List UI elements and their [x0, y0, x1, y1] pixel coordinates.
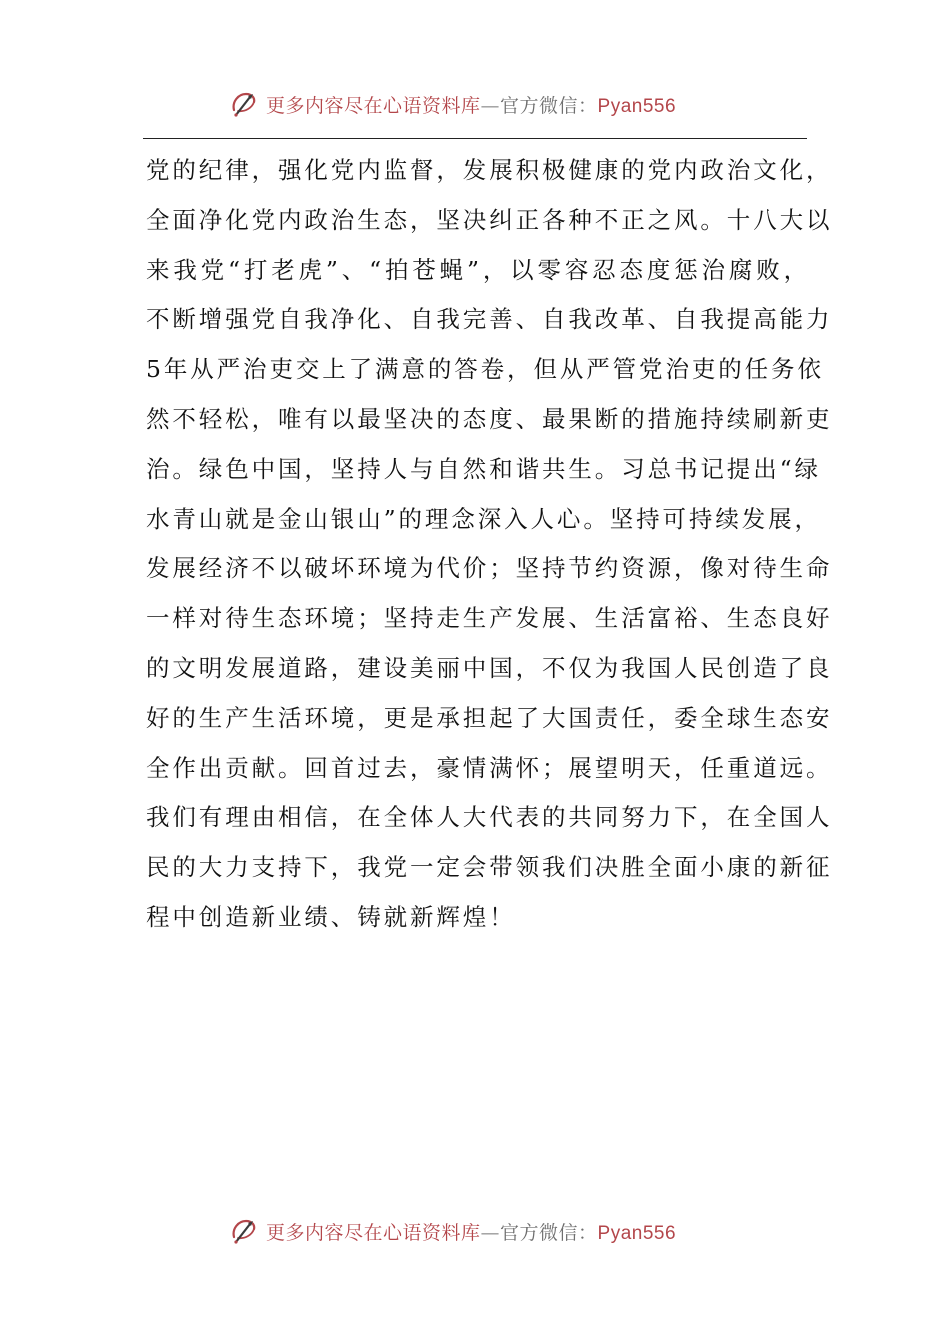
- text-line: 治。绿色中国，坚持人与自然和谐共生。习总书记提出“绿: [146, 454, 821, 483]
- header-watermark: [228, 86, 676, 122]
- watermark-brand: 更多内容尽在心语资料库: [266, 1221, 481, 1244]
- watermark-text: [266, 1218, 676, 1245]
- document-body: [146, 146, 833, 943]
- footer-watermark: [228, 1213, 676, 1249]
- text-line: 一样对待生态环境；坚持走生产发展、生活富裕、生态良好: [146, 604, 833, 633]
- header-divider: [143, 138, 807, 139]
- quill-pen-logo-icon: [228, 88, 260, 120]
- watermark-text: [266, 91, 676, 118]
- text-line: 水青山就是金山银山”的理念深入人心。坚持可持续发展，: [146, 504, 821, 533]
- watermark-label: 官方微信：: [500, 1221, 598, 1244]
- quill-pen-logo-icon: [228, 1215, 260, 1247]
- watermark-brand: 更多内容尽在心语资料库: [266, 94, 481, 117]
- watermark-account: Pyan556: [597, 95, 677, 117]
- text-line: 程中创造新业绩、铸就新辉煌！: [146, 902, 516, 931]
- watermark-separator: —: [480, 1221, 501, 1244]
- watermark-separator: —: [480, 94, 501, 117]
- text-line: 党的纪律，强化党内监督，发展积极健康的党内政治文化，: [146, 156, 833, 184]
- watermark-label: 官方微信：: [500, 94, 598, 117]
- text-line: 然不轻松，唯有以最坚决的态度、最果断的措施持续刷新吏: [146, 404, 833, 433]
- text-line: 不断增强党自我净化、自我完善、自我改革、自我提高能力: [146, 305, 833, 334]
- text-line: 全作出贡献。回首过去，豪情满怀；展望明天，任重道远。: [146, 753, 833, 782]
- text-line: 我们有理由相信，在全体人大代表的共同努力下，在全国人: [146, 803, 833, 832]
- watermark-account: Pyan556: [597, 1222, 677, 1244]
- text-line: 全面净化党内政治生态，坚决纠正各种不正之风。十八大以: [146, 205, 833, 234]
- text-line: 的文明发展道路，建设美丽中国，不仅为我国人民创造了良: [146, 653, 833, 682]
- text-line: 5年从严治吏交上了满意的答卷，但从严管党治吏的任务依: [146, 355, 824, 384]
- text-line: 来我党“打老虎”、“拍苍蝇”，以零容忍态度惩治腐败，: [146, 255, 810, 284]
- text-line: 发展经济不以破坏环境为代价；坚持节约资源，像对待生命: [146, 554, 833, 583]
- text-line: 好的生产生活环境，更是承担起了大国责任，委全球生态安: [146, 703, 833, 732]
- text-line: 民的大力支持下，我党一定会带领我们决胜全面小康的新征: [146, 853, 833, 882]
